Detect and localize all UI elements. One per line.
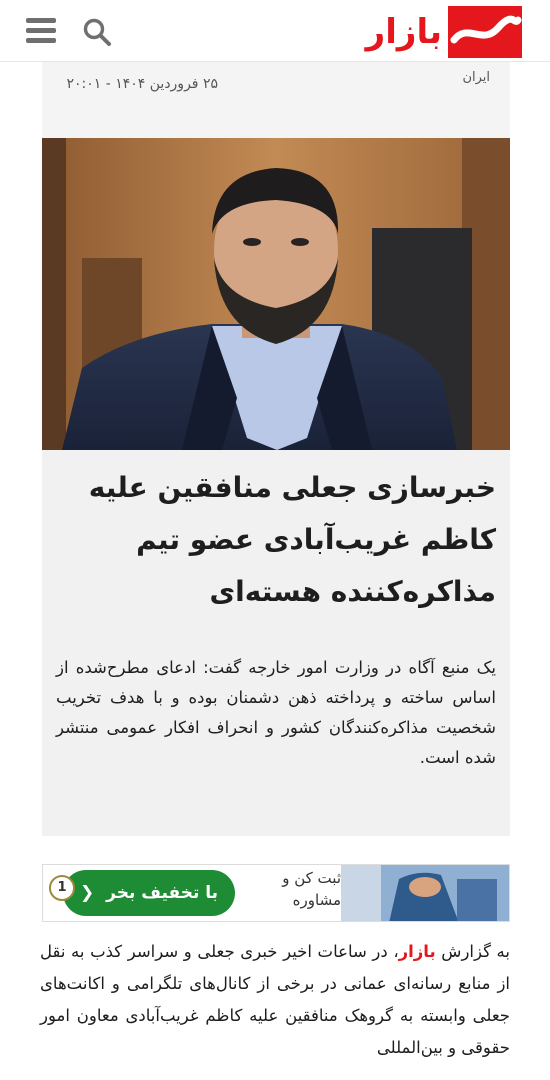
ad-cta-button[interactable] — [63, 870, 235, 916]
search-icon[interactable] — [82, 17, 112, 47]
body-prefix: به گزارش — [435, 942, 510, 961]
hamburger-icon-line — [26, 38, 56, 43]
portrait-image — [42, 138, 510, 450]
ad-image — [341, 865, 509, 922]
logo-mark-icon — [448, 6, 522, 58]
hamburger-icon-line — [26, 28, 56, 33]
headline-box — [42, 450, 510, 836]
body-text: ، در ساعات اخیر خبری جعلی و سراسر کذب به نقل از منابع رسانه‌ای عمانی در برخی از کانال‌های تلگرامی و اکانت‌های جعلی وابسته به گروهک منافقین علیه کاظم غریب‌آبادی معاون امور حقوقی و بین‌المللی — [40, 942, 510, 1057]
site-logo[interactable] — [365, 6, 522, 58]
body-brand-link[interactable]: بازار — [398, 942, 436, 961]
article-title: خبرسازی جعلی منافقین علیه کاظم غریب‌آبادی عضو تیم مذاکره‌کننده هسته‌ای — [88, 471, 496, 608]
top-bar — [0, 0, 550, 62]
chevron-left-icon: ❮ — [79, 883, 95, 903]
ad-banner[interactable] — [42, 864, 510, 922]
article-category[interactable]: ایران — [462, 70, 490, 85]
hamburger-icon — [26, 18, 56, 23]
ad-cta-label: با تخفیف بخر — [106, 883, 219, 903]
article-lead: یک منبع آگاه در وزارت امور خارجه گفت: ادعای مطرح‌شده از اساس ساخته و پرداخته ذهن دشمنان بوده و با هدف تخریب شخصیت مذاکره‌کنندگان کشور و انحراف افکار عمومی منتشر شده است. — [56, 658, 496, 767]
ad-badge: 1 — [49, 875, 75, 901]
logo-text: بازار — [365, 12, 442, 52]
menu-button[interactable] — [26, 18, 56, 44]
article-meta — [42, 62, 510, 138]
ad-text: ثبت کن و مشاوره — [282, 869, 341, 909]
article-date: ۲۵ فروردین ۱۴۰۴ - ۲۰:۰۱ — [66, 76, 218, 92]
article-photo — [42, 138, 510, 450]
article-body — [40, 936, 510, 1064]
